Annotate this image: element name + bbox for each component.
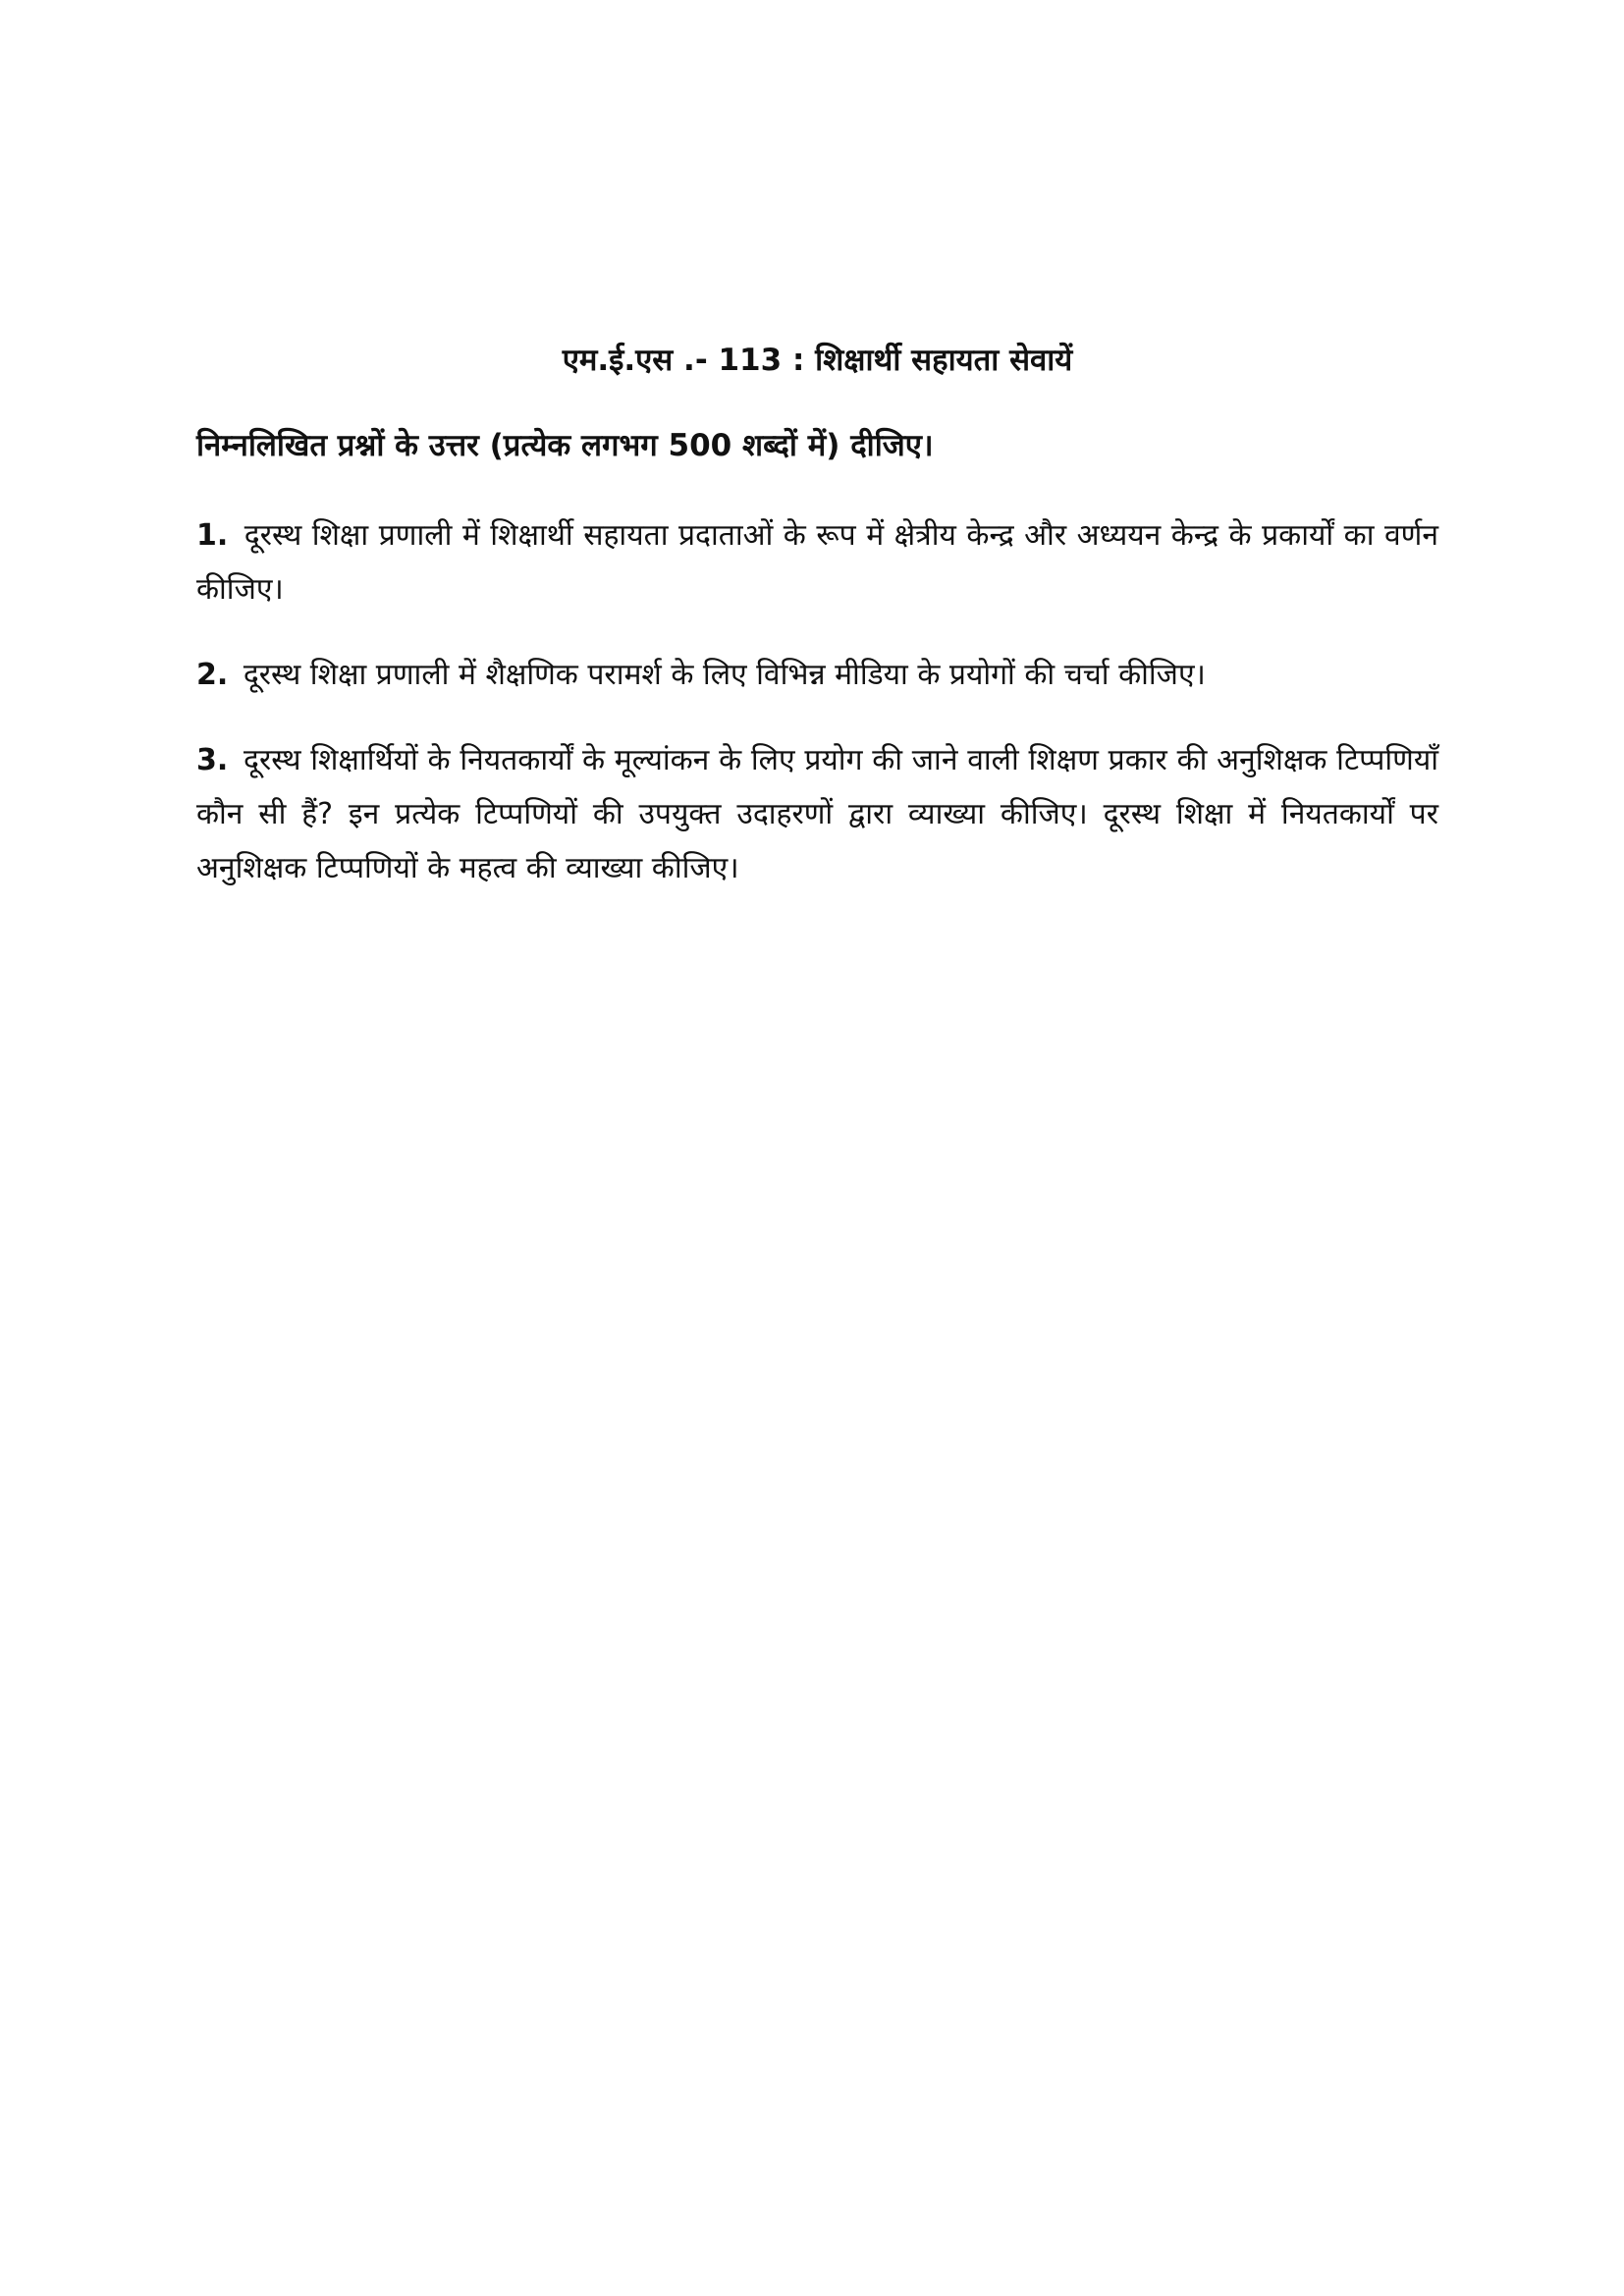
question-text: दूरस्थ शिक्षा प्रणाली में शैक्षणिक परामर्श के लिए विभिन्न मीडिया के प्रयोगों की चर्चा कीजिए। — [243, 658, 1206, 692]
question-item — [196, 648, 1438, 702]
question-text: दूरस्थ शिक्षा प्रणाली में शिक्षार्थी सहायता प्रदाताओं के रूप में क्षेत्रीय केन्द्र और अध्ययन केन्द्र के प्रकार्यों का वर्णन कीजिए। — [196, 518, 1438, 607]
instruction-text: निम्नलिखित प्रश्नों के उत्तर (प्रत्येक लगभग 500 शब्दों में) दीजिए। — [196, 428, 934, 463]
question-number: 2. — [196, 658, 229, 692]
question-item — [196, 508, 1438, 616]
question-number: 3. — [196, 743, 229, 777]
question-number: 1. — [196, 518, 229, 553]
question-text: दूरस्थ शिक्षार्थियों के नियतकार्यों के मूल्यांकन के लिए प्रयोग की जाने वाली शिक्षण प्रकार की अनुशिक्षक टिप्पणियाँ कौन सी हैं? इन प्रत्येक टिप्पणियों की उपयुक्त उदाहरणों द्वारा व्याख्या कीजिए। दूरस्थ शिक्षा में नियतकार्यों पर अनुशिक्षक टिप्पणियों के महत्व की व्याख्या कीजिए। — [196, 743, 1438, 885]
document-title: एम.ई.एस .- 113 : शिक्षार्थी सहायता सेवायें — [562, 343, 1073, 378]
question-item — [196, 733, 1438, 895]
question-list — [196, 508, 1438, 927]
